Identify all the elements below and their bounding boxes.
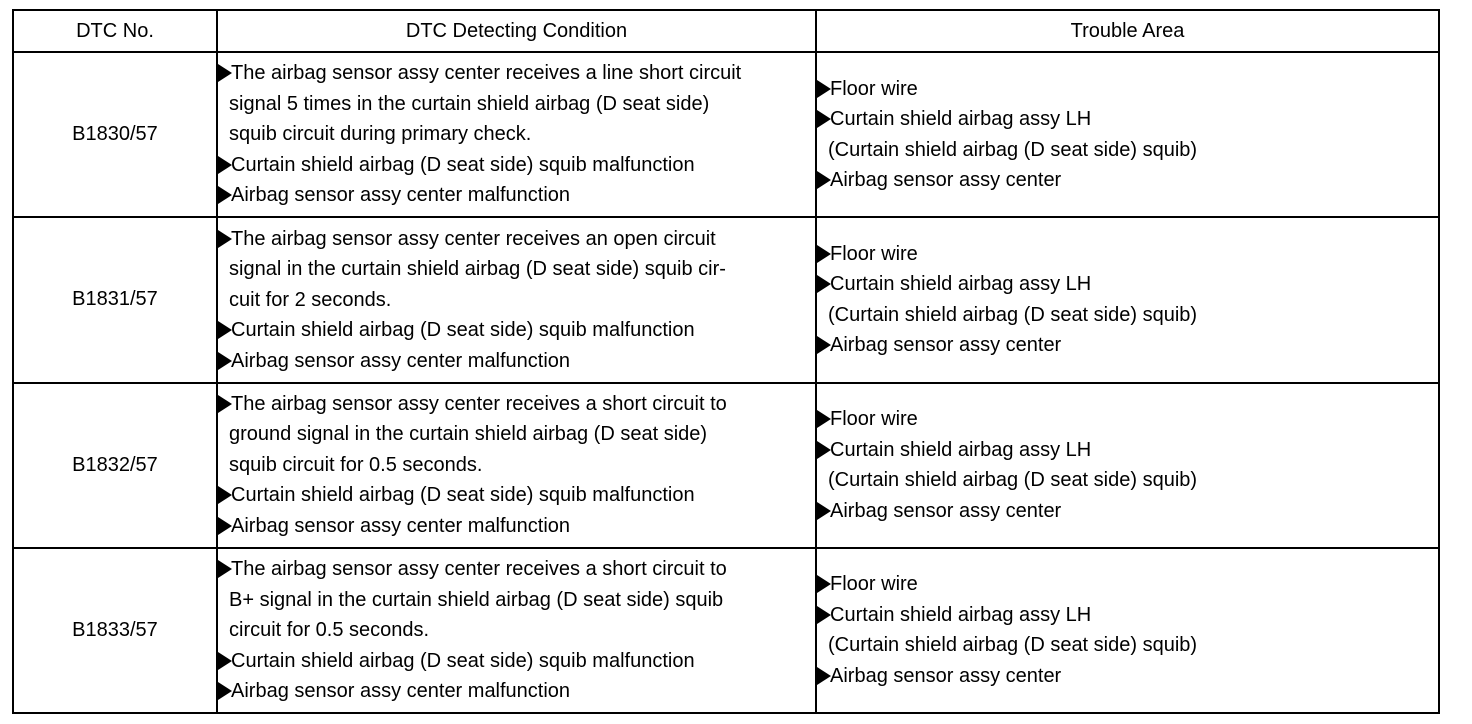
bullet-arrow-icon bbox=[817, 502, 831, 520]
bullet-text: Curtain shield airbag (D seat side) squib malfunction bbox=[231, 153, 695, 176]
bullet-text-continuation: ground signal in the curtain shield airbag (D seat side) bbox=[229, 423, 708, 446]
bullet-text: Airbag sensor assy center bbox=[830, 664, 1062, 687]
table-row bbox=[13, 383, 1439, 548]
bullet-text: Airbag sensor assy center malfunction bbox=[231, 184, 571, 207]
bullet-item bbox=[218, 346, 815, 377]
dtc-code: B1833/57 bbox=[13, 548, 217, 713]
bullet-arrow-icon bbox=[817, 80, 831, 98]
bullet-arrow-icon bbox=[218, 560, 232, 578]
bullet-arrow-icon bbox=[218, 64, 232, 82]
bullet-item bbox=[218, 315, 815, 346]
bullet-text-continuation: signal 5 times in the curtain shield airbag (D seat side) bbox=[229, 92, 710, 115]
bullet-text: Curtain shield airbag assy LH bbox=[830, 603, 1092, 626]
table-row bbox=[13, 548, 1439, 713]
bullet-item bbox=[817, 269, 1438, 330]
bullet-item bbox=[218, 224, 815, 316]
bullet-item bbox=[218, 676, 815, 707]
bullet-text: Floor wire bbox=[830, 408, 918, 431]
bullet-arrow-icon bbox=[817, 275, 831, 293]
bullet-text: Floor wire bbox=[830, 573, 918, 596]
bullet-text-continuation: (Curtain shield airbag (D seat side) squib) bbox=[828, 303, 1198, 326]
bullet-arrow-icon bbox=[218, 230, 232, 248]
header-condition: DTC Detecting Condition bbox=[217, 10, 816, 52]
bullet-arrow-icon bbox=[817, 336, 831, 354]
bullet-arrow-icon bbox=[817, 606, 831, 624]
bullet-item bbox=[218, 480, 815, 511]
bullet-text-continuation: squib circuit during primary check. bbox=[229, 123, 532, 146]
bullet-item bbox=[817, 239, 1438, 270]
dtc-table bbox=[12, 9, 1440, 714]
trouble-area-cell bbox=[816, 52, 1439, 217]
header-row bbox=[13, 10, 1439, 52]
bullet-text: Curtain shield airbag (D seat side) squib malfunction bbox=[231, 649, 695, 672]
bullet-text-continuation: (Curtain shield airbag (D seat side) squib) bbox=[828, 138, 1198, 161]
trouble-area-cell bbox=[816, 383, 1439, 548]
bullet-text-continuation: cuit for 2 seconds. bbox=[229, 288, 392, 311]
bullet-item bbox=[218, 554, 815, 646]
detecting-condition-cell bbox=[217, 383, 816, 548]
bullet-arrow-icon bbox=[817, 245, 831, 263]
bullet-item bbox=[817, 74, 1438, 105]
bullet-arrow-icon bbox=[817, 667, 831, 685]
bullet-item bbox=[817, 569, 1438, 600]
bullet-item bbox=[817, 404, 1438, 435]
bullet-text: The airbag sensor assy center receives a line short circuit bbox=[231, 62, 742, 85]
bullet-text: The airbag sensor assy center receives a short circuit to bbox=[231, 392, 727, 415]
bullet-text-continuation: signal in the curtain shield airbag (D seat side) squib cir- bbox=[229, 258, 726, 281]
bullet-arrow-icon bbox=[218, 186, 232, 204]
bullet-text-continuation: (Curtain shield airbag (D seat side) squib) bbox=[828, 634, 1198, 657]
dtc-code: B1830/57 bbox=[13, 52, 217, 217]
bullet-arrow-icon bbox=[218, 156, 232, 174]
table-row bbox=[13, 217, 1439, 382]
bullet-arrow-icon bbox=[817, 441, 831, 459]
bullet-text: The airbag sensor assy center receives an open circuit bbox=[231, 227, 716, 250]
bullet-text-continuation: B+ signal in the curtain shield airbag (D seat side) squib bbox=[229, 588, 724, 611]
bullet-text: The airbag sensor assy center receives a short circuit to bbox=[231, 558, 727, 581]
bullet-arrow-icon bbox=[817, 410, 831, 428]
bullet-arrow-icon bbox=[218, 682, 232, 700]
bullet-text: Airbag sensor assy center bbox=[830, 499, 1062, 522]
bullet-text: Curtain shield airbag assy LH bbox=[830, 438, 1092, 461]
trouble-area-cell bbox=[816, 548, 1439, 713]
detecting-condition-cell bbox=[217, 52, 816, 217]
bullet-item bbox=[218, 646, 815, 677]
bullet-text: Airbag sensor assy center malfunction bbox=[231, 349, 571, 372]
trouble-area-cell bbox=[816, 217, 1439, 382]
bullet-text-continuation: (Curtain shield airbag (D seat side) squib) bbox=[828, 469, 1198, 492]
bullet-text: Airbag sensor assy center bbox=[830, 169, 1062, 192]
dtc-code: B1832/57 bbox=[13, 383, 217, 548]
bullet-text: Curtain shield airbag assy LH bbox=[830, 273, 1092, 296]
bullet-item bbox=[218, 150, 815, 181]
bullet-text: Curtain shield airbag assy LH bbox=[830, 108, 1092, 131]
bullet-item bbox=[817, 661, 1438, 692]
bullet-text: Floor wire bbox=[830, 242, 918, 265]
bullet-arrow-icon bbox=[817, 575, 831, 593]
bullet-arrow-icon bbox=[218, 321, 232, 339]
bullet-item bbox=[817, 496, 1438, 527]
bullet-arrow-icon bbox=[817, 110, 831, 128]
bullet-text: Floor wire bbox=[830, 77, 918, 100]
dtc-code: B1831/57 bbox=[13, 217, 217, 382]
bullet-item bbox=[218, 511, 815, 542]
bullet-item bbox=[817, 165, 1438, 196]
bullet-item bbox=[218, 58, 815, 150]
bullet-arrow-icon bbox=[218, 486, 232, 504]
bullet-text: Airbag sensor assy center malfunction bbox=[231, 514, 571, 537]
bullet-item bbox=[817, 435, 1438, 496]
bullet-text: Curtain shield airbag (D seat side) squib malfunction bbox=[231, 319, 695, 342]
bullet-arrow-icon bbox=[817, 171, 831, 189]
bullet-text-continuation: squib circuit for 0.5 seconds. bbox=[229, 453, 483, 476]
bullet-text: Curtain shield airbag (D seat side) squib malfunction bbox=[231, 484, 695, 507]
detecting-condition-cell bbox=[217, 217, 816, 382]
bullet-text: Airbag sensor assy center bbox=[830, 334, 1062, 357]
bullet-arrow-icon bbox=[218, 652, 232, 670]
bullet-item bbox=[817, 104, 1438, 165]
header-trouble-area: Trouble Area bbox=[816, 10, 1439, 52]
detecting-condition-cell bbox=[217, 548, 816, 713]
bullet-item bbox=[817, 330, 1438, 361]
bullet-item bbox=[218, 180, 815, 211]
header-dtc-no: DTC No. bbox=[13, 10, 217, 52]
bullet-arrow-icon bbox=[218, 395, 232, 413]
bullet-item bbox=[817, 600, 1438, 661]
bullet-item bbox=[218, 389, 815, 481]
bullet-arrow-icon bbox=[218, 517, 232, 535]
table-row bbox=[13, 52, 1439, 217]
bullet-text: Airbag sensor assy center malfunction bbox=[231, 680, 571, 703]
bullet-arrow-icon bbox=[218, 352, 232, 370]
bullet-text-continuation: circuit for 0.5 seconds. bbox=[229, 619, 430, 642]
